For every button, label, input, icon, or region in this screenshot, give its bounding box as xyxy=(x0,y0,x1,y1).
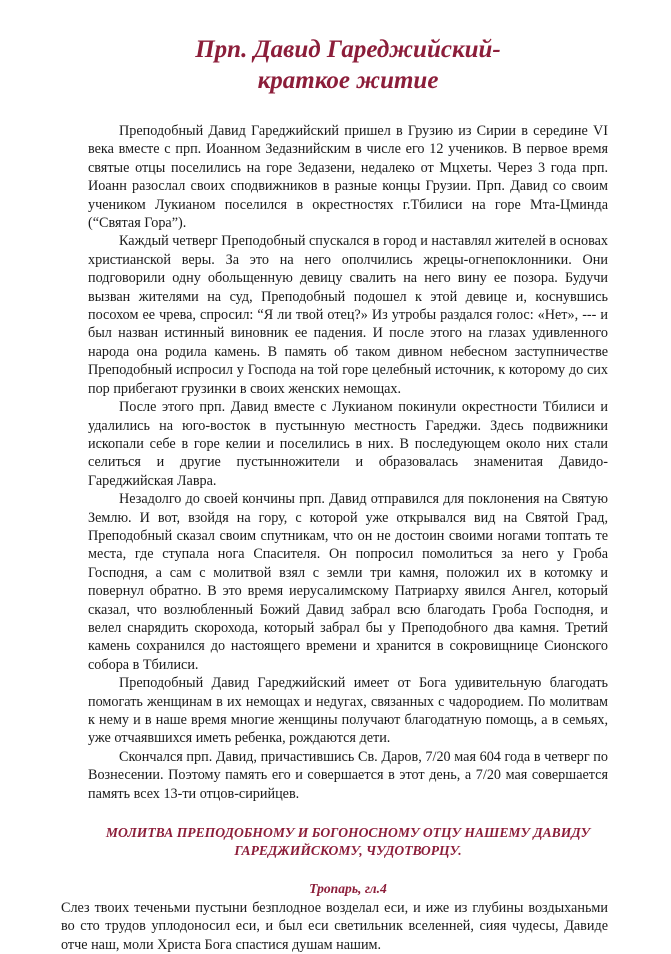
prayer-heading-line-2: ГАРЕДЖИЙСКОМУ, ЧУДОТВОРЦУ. xyxy=(234,843,462,859)
troparion-text: Слез твоих теченьми пустыни безплодное возделал еси, и иже из глубины воздыханьми во сто трудов уплодоносил еси, и был еси светильник вселенней, сияя чудесы, Давиде отче наш, моли Христа Бога спастися душам нашим. xyxy=(61,900,608,953)
paragraph-5: Преподобный Давид Гареджийский имеет от Бога удивительную благодать помогать женщинам в их немощах и недугах, связанных с чадородием. По молитвам к нему и в наше время многие женщины получают благодатную помощь, а в семьях, уже отчаявшихся иметь ребенка, рождаются дети. xyxy=(88,675,608,747)
paragraph-3: После этого прп. Давид вместе с Лукианом покинули окрестности Тбилиси и удалились на юго-восток в пустынную местность Гареджи. Здесь подвижники ископали себе в горе келии и поселились в них. В последующем около них стали селиться и другие пустынножители и образовалась знаменитая Давидо-Гареджийская Лавра. xyxy=(88,399,608,489)
paragraph-4: Незадолго до своей кончины прп. Давид отправился для поклонения на Святую Землю. И вот, взойдя на гору, с которой уже открывался вид на Святой Град, Преподобный сказал своим спутникам, что он не достоин своими ногами топтать те места, где ступала нога Спасителя. Он попросил помолиться за него у Гроба Господня, а сам с молитвой взял с земли три камня, положил их в котомку и повернул обратно. В это время иерусалимскому Патриарху явился Ангел, который сказал, что возлюбленный Божий Давид забрал всю благодать Гроба Господня, и велел снарядить скорохода, который забрал бы у Преподобного два камня. Третий камень сохранился до настоящего времени и хранится в сокровищнице Сионского собора в Тбилиси. xyxy=(88,491,608,673)
prayer-heading-line-1: МОЛИТВА ПРЕПОДОБНОМУ И БОГОНОСНОМУ ОТЦУ НАШЕМУ ДАВИДУ xyxy=(105,825,591,841)
prayer-heading xyxy=(88,824,608,860)
paragraph-1: Преподобный Давид Гареджийский пришел в Грузию из Сирии в середине VI века вместе с прп. Иоанном Зедазнийским в числе его 12 учеников. В первое время святые отцы поселились на горе Зедазени, недалеко от Мцхеты. Через 3 года прп. Иоанн разослал своих сподвижников в разные концы Грузии. Прп. Давид со своим учеником Лукианом поселился в окрестностях г.Тбилиси на горе Мта-Цминда (“Святая Гора”). xyxy=(88,123,608,232)
paragraph-6: Скончался прп. Давид, причастившись Св. Даров, 7/20 мая 604 года в четверг по Вознесении. Поэтому память его и совершается в этот день, а 7/20 мая совершается память всех 13-ти отцов-сирийцев. xyxy=(88,748,608,802)
title-line-1: Прп. Давид Гареджийский- xyxy=(195,36,501,63)
title-line-2: краткое житие xyxy=(257,67,439,94)
paragraph-2: Каждый четверг Преподобный спускался в город и наставлял жителей в основах христианской веры. За это на него ополчились жрецы-огнепоклонники. Они подговорили одну обольщенную девицу свалить на него вину ее позора. Будучи вызван жителями на суд, Преподобный подошел к этой девице и, коснувшись посохом ее чрева, спросил: “Я ли твой отец?» Из утробы раздался голос: «Нет», --- и был назван истинный виновник ее падения. И после этого на глазах удивленного народа она родила камень. В память об таком дивном небесном заступничестве Преподобный испросил у Господа на той горе целебный источник, к которому до сих пор прибегают грузинки в своих женских немощах. xyxy=(88,233,608,397)
troparion-heading: Тропарь, гл.4 xyxy=(309,881,387,897)
life-text xyxy=(88,122,608,803)
page-title xyxy=(88,0,608,96)
